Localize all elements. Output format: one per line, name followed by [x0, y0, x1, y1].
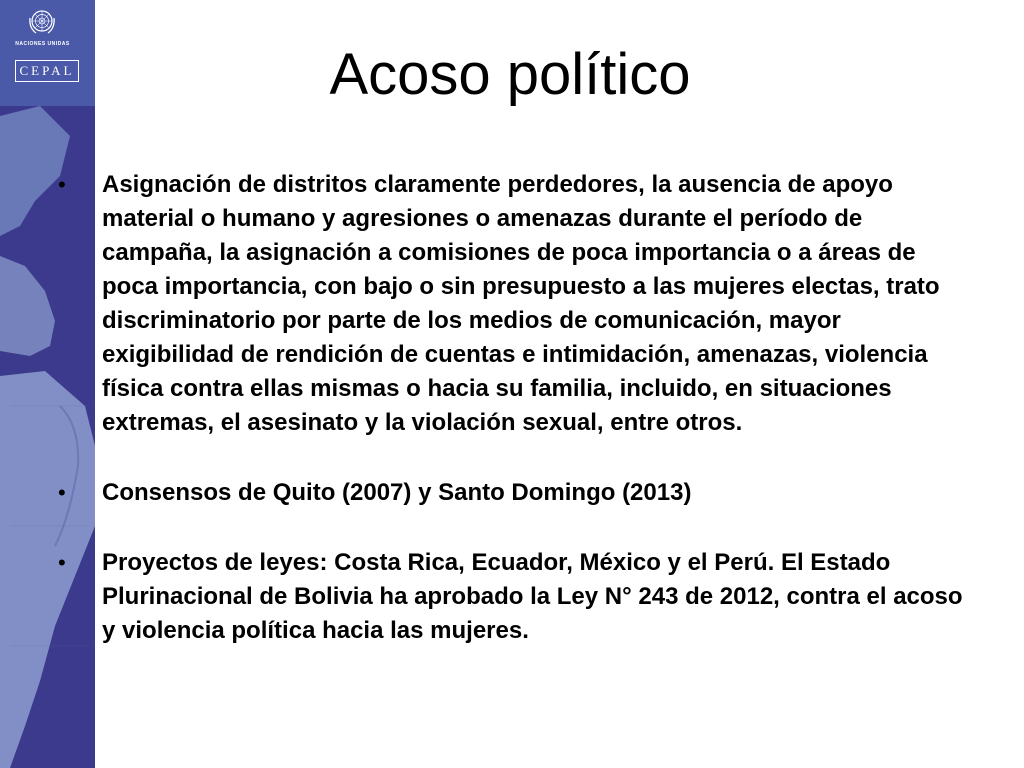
logo-box	[0, 0, 95, 106]
bullet-marker: •	[58, 550, 66, 575]
un-emblem-icon	[26, 6, 58, 38]
bullet-item	[58, 168, 968, 440]
bullet-marker: •	[58, 172, 66, 197]
bullet-item	[58, 476, 968, 510]
bullet-text: Asignación de distritos claramente perdedores, la ausencia de apoyo material o humano y agresiones o amenazas durante el período de campaña, la asignación a comisiones de poca importancia o a áreas de poca importancia, con bajo o sin presupuesto a las mujeres electas, trato discriminatorio por parte de los medios de comunicación, mayor exigibilidad de rendición de cuentas e intimidación, amenazas, violencia física contra ellas mismas o hacia su familia, incluido, en situaciones extremas, el asesinato y la violación sexual, entre otros.	[102, 171, 940, 436]
bullet-text: Proyectos de leyes: Costa Rica, Ecuador, México y el Perú. El Estado Plurinacional de Bolivia ha aprobado la Ley N° 243 de 2012, contra el acoso y violencia política hacia las mujeres.	[102, 549, 963, 644]
slide-title: Acoso político	[329, 42, 691, 107]
cepal-logo: CEPAL	[15, 60, 79, 82]
un-label: NACIONES UNIDAS	[15, 41, 70, 47]
bullet-text: Consensos de Quito (2007) y Santo Domingo (2013)	[102, 479, 692, 506]
bullet-list	[58, 168, 968, 684]
bullet-marker: •	[58, 480, 66, 505]
bullet-item	[58, 546, 968, 648]
